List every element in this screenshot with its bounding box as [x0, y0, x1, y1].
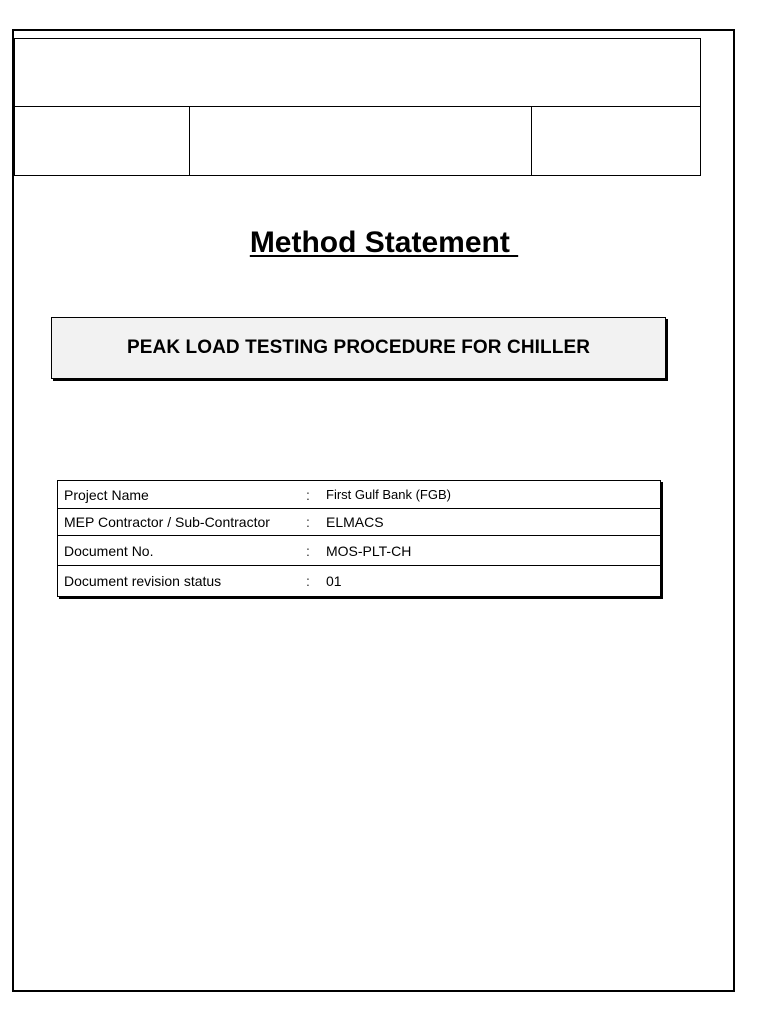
detail-label: Document No.	[64, 542, 154, 559]
table-row	[58, 509, 661, 536]
detail-separator: :	[306, 542, 310, 559]
detail-label: Project Name	[64, 486, 149, 503]
detail-value: MOS-PLT-CH	[326, 542, 412, 559]
header-cell-left	[15, 107, 190, 176]
detail-separator: :	[306, 486, 310, 503]
detail-value: First Gulf Bank (FGB)	[326, 487, 451, 502]
subject-text: PEAK LOAD TESTING PROCEDURE FOR CHILLER	[126, 337, 591, 358]
detail-label: Document revision status	[64, 573, 222, 589]
table-row	[58, 481, 661, 509]
detail-value: 01	[326, 573, 342, 589]
header-logo-area	[15, 39, 700, 107]
detail-label: MEP Contractor / Sub-Contractor	[64, 514, 270, 530]
detail-value: ELMACS	[326, 514, 384, 530]
header-cell-right	[532, 107, 700, 176]
subject-box	[51, 317, 666, 379]
detail-separator: :	[306, 573, 310, 589]
document-details-table	[57, 480, 661, 597]
header-cell-center	[190, 107, 532, 176]
header-block	[14, 38, 701, 176]
table-row	[58, 566, 661, 597]
detail-separator: :	[306, 514, 310, 530]
table-row	[58, 536, 661, 566]
document-title: Method Statement	[249, 226, 519, 259]
